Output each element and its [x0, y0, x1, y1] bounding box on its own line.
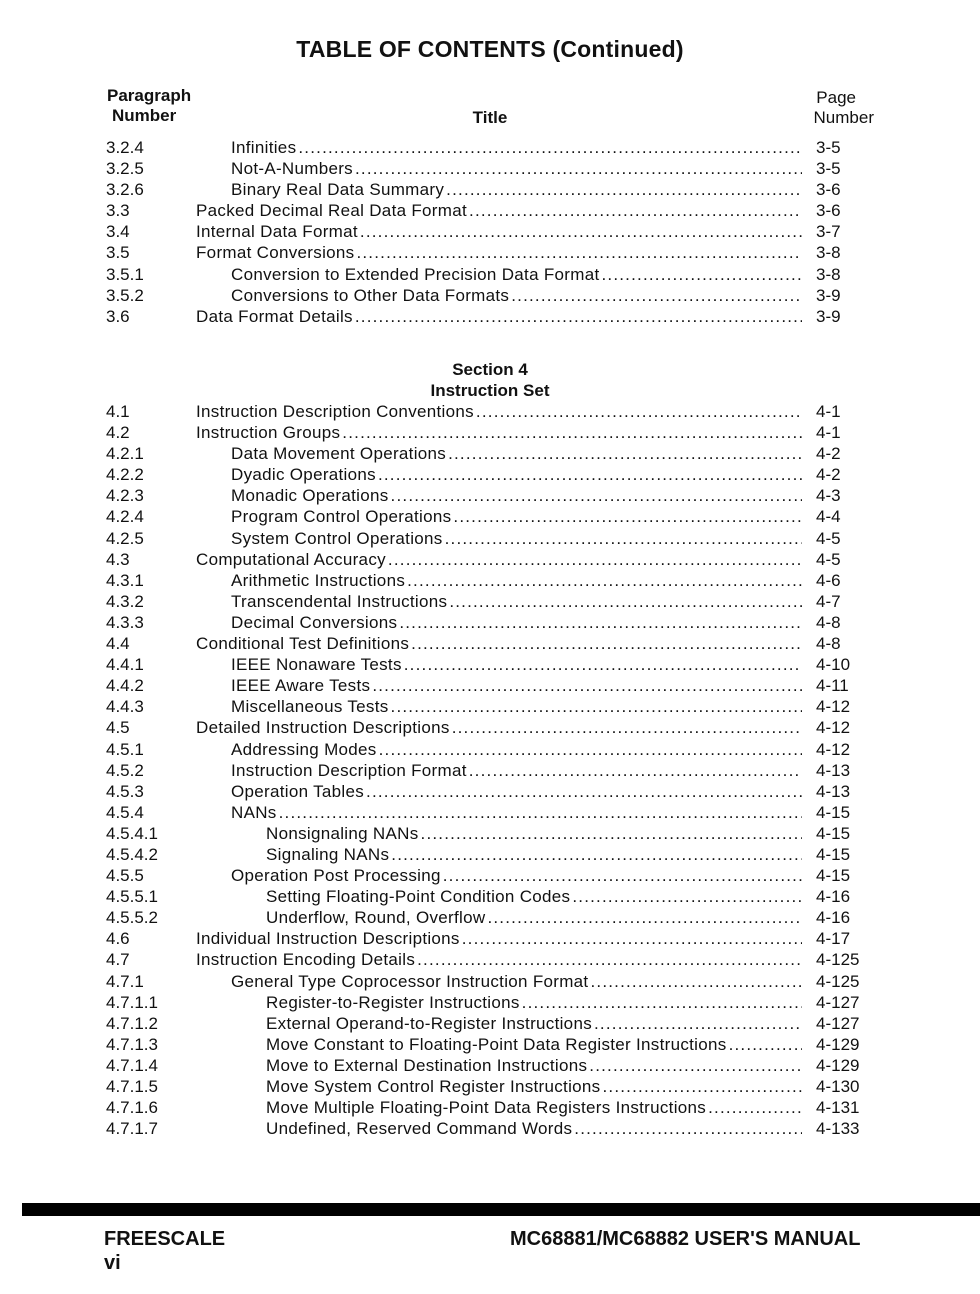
- toc-paragraph-number: 4.2: [106, 423, 130, 443]
- toc-page-number: 3-9: [816, 285, 841, 305]
- footer-manual-title: MC68881/MC68882 USER'S MANUAL: [510, 1228, 861, 1250]
- dot-leader: [298, 137, 802, 158]
- toc-entry: [231, 760, 802, 781]
- dot-leader: [372, 675, 802, 696]
- toc-paragraph-number: 4.3.3: [106, 612, 144, 632]
- toc-row: [0, 285, 980, 306]
- toc-entry: [266, 1097, 802, 1118]
- toc-row: [0, 549, 980, 570]
- toc-title: Signaling NANs: [266, 844, 390, 864]
- toc-page-number: 4-16: [816, 908, 851, 928]
- toc-paragraph-number: 4.2.5: [106, 528, 144, 548]
- toc-paragraph-number: 3.5.1: [106, 264, 144, 284]
- dot-leader: [417, 949, 802, 970]
- toc-page-number: 4-125: [816, 971, 860, 991]
- toc-page-number: 3-5: [816, 159, 841, 179]
- toc-title: Setting Floating-Point Condition Codes: [266, 887, 571, 907]
- toc-paragraph-number: 4.5.5: [106, 866, 144, 886]
- toc-entry: [266, 1013, 802, 1034]
- toc-page-number: 4-1: [816, 402, 841, 421]
- toc-entry: [196, 200, 802, 221]
- dot-leader: [342, 422, 802, 443]
- toc-entry: [231, 612, 802, 633]
- toc-row: [0, 865, 980, 886]
- toc-title: Data Movement Operations: [231, 444, 447, 464]
- toc-page-number: 3-7: [816, 222, 841, 242]
- toc-row: [0, 992, 980, 1013]
- toc-paragraph-number: 4.7.1.2: [106, 1013, 158, 1033]
- toc-page-number: 4-8: [816, 612, 841, 632]
- toc-entry: [231, 464, 802, 485]
- toc-entry: [266, 844, 802, 865]
- toc-row: [0, 485, 980, 506]
- toc-paragraph-number: 3.5: [106, 243, 130, 263]
- dot-leader: [366, 781, 802, 802]
- toc-paragraph-number: 4.7.1.3: [106, 1034, 158, 1054]
- toc-title: IEEE Nonaware Tests: [231, 655, 402, 675]
- toc-page-number: 4-12: [816, 718, 851, 738]
- toc-page-number: 4-3: [816, 486, 841, 506]
- dot-leader: [476, 401, 802, 422]
- toc-page-number: 4-15: [816, 802, 851, 822]
- dot-leader: [601, 264, 802, 285]
- toc-title: IEEE Aware Tests: [231, 676, 371, 696]
- toc-row: [0, 949, 980, 970]
- toc-paragraph-number: 4.2.2: [106, 465, 144, 485]
- toc-paragraph-number: 4.7.1.4: [106, 1055, 158, 1075]
- toc-row: [0, 739, 980, 760]
- toc-paragraph-number: 3.3: [106, 201, 130, 221]
- dot-leader: [378, 464, 802, 485]
- dot-leader: [487, 907, 802, 928]
- toc-paragraph-number: 4.5.5.2: [106, 908, 158, 928]
- dot-leader: [355, 158, 802, 179]
- page-title: TABLE OF CONTENTS (Continued): [296, 36, 684, 62]
- toc-entry: [231, 285, 802, 306]
- toc-page-number: 4-5: [816, 528, 841, 548]
- toc-row: [0, 306, 980, 327]
- toc-paragraph-number: 4.4.2: [106, 676, 144, 696]
- toc-title: Operation Tables: [231, 781, 365, 801]
- footer-brand: FREESCALE: [104, 1228, 226, 1250]
- toc-page-number: 4-12: [816, 739, 851, 759]
- toc-paragraph-number: 3.2.5: [106, 159, 144, 179]
- toc-row: [0, 401, 980, 422]
- toc-row: [0, 506, 980, 527]
- toc-entry: [266, 1055, 802, 1076]
- toc-title: Monadic Operations: [231, 486, 389, 506]
- toc-page-number: 4-133: [816, 1119, 860, 1139]
- page-number-header: [790, 88, 874, 128]
- page-header-line1: Page: [816, 88, 856, 107]
- toc-title: Not-A-Numbers: [231, 159, 353, 179]
- toc-title: Program Control Operations: [231, 507, 452, 527]
- dot-leader: [379, 739, 802, 760]
- toc-title: Detailed Instruction Descriptions: [196, 718, 450, 738]
- toc-title: Transcendental Instructions: [231, 591, 448, 611]
- toc-row: [0, 200, 980, 221]
- dot-leader: [469, 760, 802, 781]
- toc-paragraph-number: 4.7.1.5: [106, 1077, 158, 1096]
- toc-row: [0, 1097, 980, 1118]
- toc-page-number: 4-127: [816, 1013, 860, 1033]
- toc-paragraph-number: 4.5.5.1: [106, 887, 158, 907]
- toc-section-4-list: [0, 401, 980, 1139]
- toc-title: Move to External Destination Instructions: [266, 1055, 588, 1075]
- dot-leader: [391, 696, 802, 717]
- toc-title: Conversions to Other Data Formats: [231, 285, 510, 305]
- dot-leader: [453, 506, 802, 527]
- toc-paragraph-number: 4.2.4: [106, 507, 144, 527]
- toc-row: [0, 158, 980, 179]
- toc-title: Operation Post Processing: [231, 866, 441, 886]
- toc-row: [0, 760, 980, 781]
- toc-paragraph-number: 4.6: [106, 929, 130, 949]
- toc-title: Individual Instruction Descriptions: [196, 929, 460, 949]
- toc-title: Data Format Details: [196, 306, 353, 326]
- toc-title: Arithmetic Instructions: [231, 570, 406, 590]
- toc-row: [0, 1013, 980, 1034]
- toc-title: Underflow, Round, Overflow: [266, 908, 486, 928]
- toc-page-number: 4-4: [816, 507, 841, 527]
- toc-row: [0, 570, 980, 591]
- toc-paragraph-number: 4.3.1: [106, 570, 144, 590]
- toc-entry: [196, 633, 802, 654]
- toc-paragraph-number: 3.5.2: [106, 285, 144, 305]
- section-heading: [0, 359, 980, 401]
- toc-page-number: 4-129: [816, 1055, 860, 1075]
- toc-page-number: 4-5: [816, 549, 841, 569]
- toc-entry: [266, 992, 802, 1013]
- dot-leader: [445, 528, 802, 549]
- toc-entry: [231, 137, 802, 158]
- toc-page-number: 4-15: [816, 866, 851, 886]
- toc-paragraph-number: 4.5.4.2: [106, 844, 158, 864]
- toc-entry: [266, 886, 802, 907]
- toc-entry: [231, 485, 802, 506]
- toc-entry: [231, 570, 802, 591]
- toc-row: [0, 1034, 980, 1055]
- toc-entry: [231, 739, 802, 760]
- toc-title: Binary Real Data Summary: [231, 180, 445, 200]
- toc-title: Addressing Modes: [231, 739, 377, 759]
- toc-page-number: 4-10: [816, 655, 851, 675]
- dot-leader: [356, 242, 802, 263]
- dot-leader: [729, 1034, 802, 1055]
- dot-leader: [448, 443, 802, 464]
- toc-entry: [231, 443, 802, 464]
- toc-title: Packed Decimal Real Data Format: [196, 201, 468, 221]
- toc-page-number: 4-17: [816, 929, 851, 949]
- toc-page-number: 3-8: [816, 264, 841, 284]
- toc-paragraph-number: 3.4: [106, 222, 130, 242]
- toc-page-number: 3-8: [816, 243, 841, 263]
- toc-title: Conversion to Extended Precision Data Format: [231, 264, 600, 284]
- dot-leader: [279, 802, 802, 823]
- toc-row: [0, 591, 980, 612]
- toc-page-number: 4-16: [816, 887, 851, 907]
- toc-title: Move Constant to Floating-Point Data Register Instructions: [266, 1034, 727, 1054]
- paragraph-number-header: [107, 86, 217, 126]
- dot-leader: [572, 886, 802, 907]
- toc-entry: [231, 802, 802, 823]
- toc-paragraph-number: 4.2.1: [106, 444, 144, 464]
- paragraph-header-line1: Paragraph: [107, 86, 192, 105]
- dot-leader: [411, 633, 802, 654]
- toc-paragraph-number: 4.5.4.1: [106, 823, 158, 843]
- toc-entry: [196, 306, 802, 327]
- section-4-subheading: Instruction Set: [430, 381, 550, 400]
- section-4-heading: Section 4: [452, 360, 528, 379]
- dot-leader: [388, 549, 802, 570]
- dot-leader: [391, 844, 802, 865]
- toc-title: NANs: [231, 802, 277, 822]
- dot-leader: [590, 971, 802, 992]
- toc-entry: [196, 221, 802, 242]
- toc-title: Infinities: [231, 138, 297, 157]
- toc-section-3-list: [0, 137, 980, 327]
- toc-title: Miscellaneous Tests: [231, 697, 389, 717]
- toc-row: [0, 242, 980, 263]
- toc-entry: [231, 506, 802, 527]
- toc-row: [0, 1055, 980, 1076]
- dot-leader: [469, 200, 802, 221]
- dot-leader: [449, 591, 802, 612]
- toc-page-number: 4-8: [816, 634, 841, 654]
- toc-row: [0, 781, 980, 802]
- toc-title: Move System Control Register Instructions: [266, 1077, 601, 1096]
- toc-page-number: 4-2: [816, 465, 841, 485]
- toc-page-number: 3-5: [816, 138, 841, 157]
- paragraph-header-line2: Number: [112, 106, 177, 125]
- footer-page-number: vi: [104, 1252, 121, 1274]
- toc-entry: [196, 928, 802, 949]
- toc-page-number: 4-2: [816, 444, 841, 464]
- toc-paragraph-number: 4.7: [106, 950, 130, 970]
- toc-page-number: 4-1: [816, 423, 841, 443]
- toc-entry: [231, 591, 802, 612]
- toc-page-number: 4-11: [816, 676, 849, 696]
- toc-title: Undefined, Reserved Command Words: [266, 1119, 573, 1139]
- toc-paragraph-number: 4.7.1.6: [106, 1098, 158, 1118]
- toc-entry: [196, 717, 802, 738]
- toc-page-number: 4-13: [816, 760, 851, 780]
- toc-row: [0, 971, 980, 992]
- toc-page-number: 3-6: [816, 180, 841, 200]
- toc-row: [0, 422, 980, 443]
- dot-leader: [391, 485, 802, 506]
- toc-row: [0, 928, 980, 949]
- toc-row: [0, 264, 980, 285]
- toc-page-number: 4-15: [816, 844, 851, 864]
- dot-leader: [443, 865, 802, 886]
- toc-page-number: 4-130: [816, 1077, 860, 1096]
- toc-row: [0, 1118, 980, 1139]
- toc-entry: [231, 696, 802, 717]
- toc-paragraph-number: 4.1: [106, 402, 130, 421]
- footer-rule: [22, 1203, 980, 1216]
- toc-row: [0, 633, 980, 654]
- toc-entry: [196, 949, 802, 970]
- dot-leader: [452, 717, 802, 738]
- toc-title: Conditional Test Definitions: [196, 634, 410, 654]
- toc-title: Decimal Conversions: [231, 612, 398, 632]
- toc-entry: [266, 1034, 802, 1055]
- toc-title: Instruction Description Format: [231, 760, 467, 780]
- toc-paragraph-number: 4.7.1: [106, 971, 144, 991]
- toc-entry: [196, 401, 802, 422]
- toc-entry: [231, 654, 802, 675]
- footer-left: [104, 1227, 225, 1275]
- toc-paragraph-number: 3.2.4: [106, 138, 144, 157]
- toc-title: Instruction Description Conventions: [196, 402, 474, 421]
- toc-entry: [231, 264, 802, 285]
- toc-paragraph-number: 3.2.6: [106, 180, 144, 200]
- toc-title: System Control Operations: [231, 528, 443, 548]
- title-header: Title: [472, 108, 508, 127]
- toc-paragraph-number: 4.5: [106, 718, 130, 738]
- dot-leader: [421, 823, 802, 844]
- toc-page-number: 4-15: [816, 823, 851, 843]
- toc-paragraph-number: 4.4: [106, 634, 130, 654]
- toc-page-number: 4-13: [816, 781, 851, 801]
- toc-paragraph-number: 4.7.1.1: [106, 992, 158, 1012]
- toc-entry: [266, 1118, 802, 1139]
- toc-row: [0, 654, 980, 675]
- toc-page-number: 3-6: [816, 201, 841, 221]
- dot-leader: [355, 306, 802, 327]
- toc-page-number: 4-125: [816, 950, 860, 970]
- dot-leader: [602, 1076, 802, 1097]
- toc-paragraph-number: 3.6: [106, 306, 130, 326]
- toc-paragraph-number: 4.3: [106, 549, 130, 569]
- toc-entry: [231, 158, 802, 179]
- toc-entry: [196, 549, 802, 570]
- toc-entry: [231, 865, 802, 886]
- toc-row: [0, 696, 980, 717]
- toc-row: [0, 443, 980, 464]
- page-header-line2: Number: [813, 108, 874, 127]
- toc-page-number: 4-6: [816, 570, 841, 590]
- toc-title: Nonsignaling NANs: [266, 823, 419, 843]
- toc-entry: [266, 907, 802, 928]
- toc-paragraph-number: 4.2.3: [106, 486, 144, 506]
- toc-row: [0, 717, 980, 738]
- toc-title: Instruction Encoding Details: [196, 950, 416, 970]
- toc-row: [0, 1076, 980, 1097]
- toc-paragraph-number: 4.4.3: [106, 697, 144, 717]
- toc-title: Move Multiple Floating-Point Data Registers Instructions: [266, 1098, 707, 1118]
- toc-row: [0, 907, 980, 928]
- toc-entry: [231, 179, 802, 200]
- toc-title: General Type Coprocessor Instruction Format: [231, 971, 589, 991]
- toc-row: [0, 221, 980, 242]
- toc-page-number: 4-7: [816, 591, 841, 611]
- toc-paragraph-number: 4.3.2: [106, 591, 144, 611]
- toc-entry: [196, 422, 802, 443]
- toc-paragraph-number: 4.4.1: [106, 655, 144, 675]
- toc-title: Internal Data Format: [196, 222, 358, 242]
- toc-entry: [231, 971, 802, 992]
- toc-page-number: 4-129: [816, 1034, 860, 1054]
- dot-leader: [594, 1013, 802, 1034]
- toc-page-number: 3-9: [816, 306, 841, 326]
- toc-row: [0, 137, 980, 158]
- dot-leader: [522, 992, 802, 1013]
- toc-entry: [266, 1076, 802, 1097]
- toc-entry: [231, 675, 802, 696]
- toc-entry: [266, 823, 802, 844]
- toc-title: External Operand-to-Register Instructions: [266, 1013, 592, 1033]
- toc-row: [0, 802, 980, 823]
- toc-title: Computational Accuracy: [196, 549, 386, 569]
- toc-row: [0, 612, 980, 633]
- toc-entry: [231, 528, 802, 549]
- toc-page-number: 4-127: [816, 992, 860, 1012]
- dot-leader: [708, 1097, 802, 1118]
- toc-paragraph-number: 4.7.1.7: [106, 1119, 158, 1139]
- toc-row: [0, 844, 980, 865]
- toc-paragraph-number: 4.5.1: [106, 739, 144, 759]
- toc-title: Format Conversions: [196, 243, 355, 263]
- toc-entry: [196, 242, 802, 263]
- dot-leader: [462, 928, 802, 949]
- toc-paragraph-number: 4.5.4: [106, 802, 144, 822]
- dot-leader: [407, 570, 802, 591]
- dot-leader: [511, 285, 802, 306]
- toc-row: [0, 179, 980, 200]
- dot-leader: [404, 654, 802, 675]
- toc-title: Register-to-Register Instructions: [266, 992, 520, 1012]
- toc-title: Instruction Groups: [196, 423, 341, 443]
- toc-row: [0, 823, 980, 844]
- toc-page-number: 4-131: [816, 1098, 860, 1118]
- toc-row: [0, 886, 980, 907]
- dot-leader: [574, 1118, 802, 1139]
- toc-paragraph-number: 4.5.2: [106, 760, 144, 780]
- dot-leader: [446, 179, 802, 200]
- toc-row: [0, 675, 980, 696]
- dot-leader: [360, 221, 802, 242]
- toc-entry: [231, 781, 802, 802]
- toc-paragraph-number: 4.5.3: [106, 781, 144, 801]
- toc-row: [0, 464, 980, 485]
- toc-page-number: 4-12: [816, 697, 851, 717]
- dot-leader: [399, 612, 802, 633]
- dot-leader: [589, 1055, 802, 1076]
- toc-title: Dyadic Operations: [231, 465, 376, 485]
- toc-row: [0, 528, 980, 549]
